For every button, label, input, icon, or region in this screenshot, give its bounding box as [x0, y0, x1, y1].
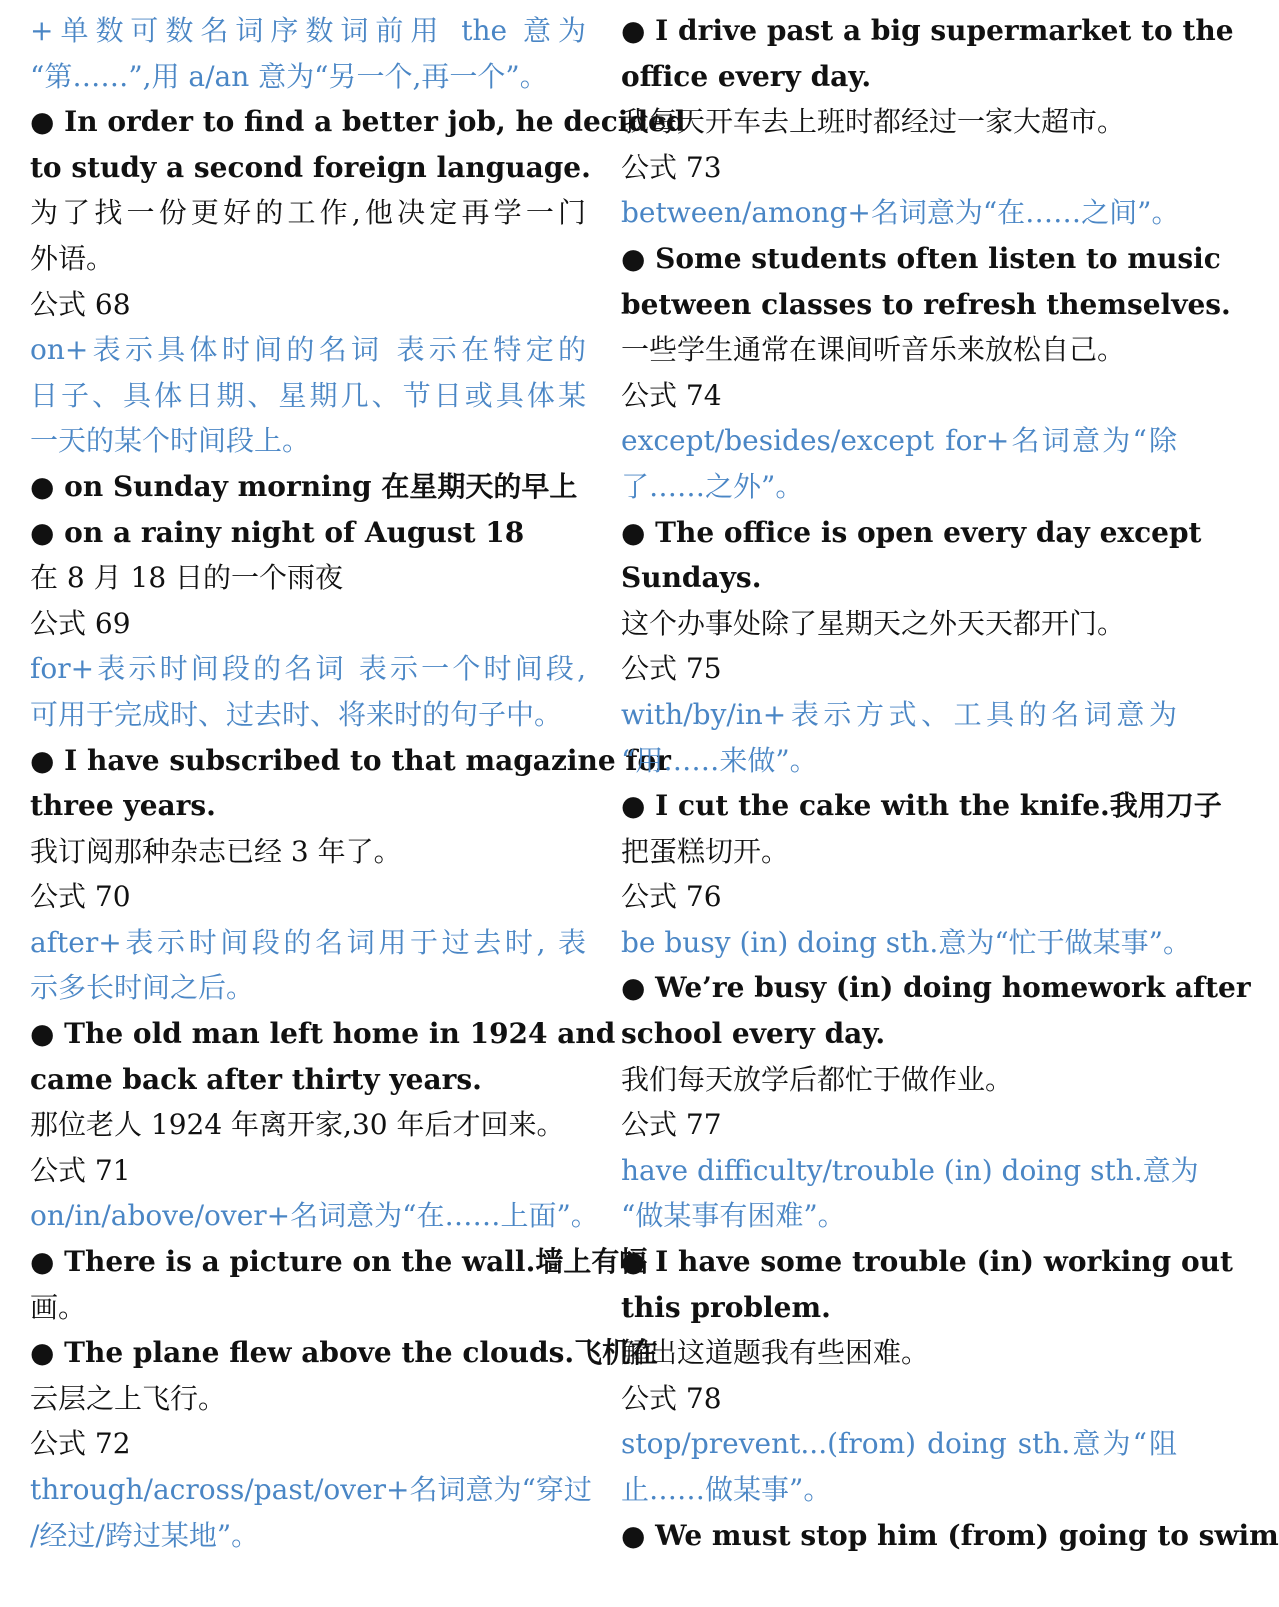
text-line: Sundays.: [621, 561, 762, 595]
text-line: after+表示时间段的名词用于过去时, 表: [30, 925, 586, 959]
text-line: 我每天开车去上班时都经过一家大超市。: [621, 105, 1126, 139]
text-line: “用……来做”。: [621, 743, 818, 777]
text-line: 云层之上飞行。: [30, 1381, 227, 1415]
text-line: ● In order to find a better job, he decided: [30, 105, 686, 139]
text-line: except/besides/except for+名词意为“除: [621, 424, 1177, 458]
right-column: [621, 8, 1279, 1607]
text-line: 解出这道题我有些困难。: [621, 1336, 930, 1370]
text-line: have difficulty/trouble (in) doing sth.意为: [621, 1153, 1199, 1187]
text-line: “第……”,用 a/an 意为“另一个,再一个”。: [30, 59, 548, 93]
text-line: through/across/past/over+名词意为“穿过: [30, 1473, 592, 1506]
text-line: ● There is a picture on the wall.墙上有幅: [30, 1245, 648, 1279]
text-line: 我们每天放学后都忙于做作业。: [621, 1062, 1014, 1096]
text-line: 把蛋糕切开。: [621, 834, 790, 868]
text-line: 一些学生通常在课间听音乐来放松自己。: [621, 333, 1126, 367]
text-line: 我订阅那种杂志已经 3 年了。: [30, 834, 402, 868]
text-line: 日子、具体日期、星期几、节日或具体某: [30, 378, 586, 412]
text-line: with/by/in+表示方式、工具的名词意为: [621, 697, 1177, 731]
text-line: school every day.: [621, 1017, 886, 1051]
text-line: 公式 70: [30, 880, 131, 914]
text-line: 公式 72: [30, 1427, 131, 1461]
text-line: on/in/above/over+名词意为“在……上面”。: [30, 1199, 599, 1233]
text-line: between/among+名词意为“在……之间”。: [621, 196, 1180, 230]
text-line: office every day.: [621, 59, 872, 93]
text-line: 为了找一份更好的工作,他决定再学一门: [30, 196, 586, 230]
text-line: ● on Sunday morning 在星期天的早上: [30, 469, 578, 503]
text-line: ● I have some trouble (in) working out: [621, 1245, 1233, 1279]
text-line: 一天的某个时间段上。: [30, 424, 311, 458]
text-line: 在 8 月 18 日的一个雨夜: [30, 561, 344, 595]
text-line: three years.: [30, 789, 216, 823]
text-line: 公式 73: [621, 150, 722, 184]
text-line: ● on a rainy night of August 18: [30, 515, 525, 549]
text-line: 公式 71: [30, 1153, 131, 1187]
text-line: 可用于完成时、过去时、将来时的句子中。: [30, 697, 563, 731]
text-line: ● We must stop him (from) going to swim: [621, 1518, 1279, 1552]
text-line: ● I have subscribed to that magazine for: [30, 743, 671, 777]
text-line: 止……做某事”。: [621, 1473, 832, 1506]
text-line: ● We’re busy (in) doing homework after: [621, 971, 1251, 1005]
text-line: ● The old man left home in 1924 and: [30, 1017, 616, 1051]
text-line: 公式 75: [621, 652, 722, 686]
text-line: this problem.: [621, 1290, 831, 1324]
text-line: 这个办事处除了星期天之外天天都开门。: [621, 606, 1126, 640]
text-line: 外语。: [30, 241, 115, 275]
text-line: 了……之外”。: [621, 469, 804, 503]
text-line: 公式 69: [30, 606, 131, 640]
text-line: ● I drive past a big supermarket to the: [621, 14, 1234, 47]
text-line: 示多长时间之后。: [30, 971, 255, 1005]
text-line: ● I cut the cake with the knife.我用刀子: [621, 789, 1222, 823]
text-line: “做某事有困难”。: [621, 1199, 846, 1233]
text-line: be busy (in) doing sth.意为“忙于做某事”。: [621, 925, 1191, 959]
text-line: ● The plane flew above the clouds.飞机在: [30, 1336, 659, 1370]
text-line: 公式 74: [621, 378, 722, 412]
text-line: 公式 68: [30, 287, 131, 321]
text-line: came back after thirty years.: [30, 1062, 482, 1096]
text-line: 公式 78: [621, 1381, 722, 1415]
text-line: 那位老人 1924 年离开家,30 年后才回来。: [30, 1108, 565, 1142]
text-line: for+表示时间段的名词 表示一个时间段,: [30, 652, 586, 686]
text-line: between classes to refresh themselves.: [621, 287, 1231, 321]
text-line: 公式 77: [621, 1108, 722, 1142]
text-line: ● Some students often listen to music: [621, 241, 1221, 275]
text-line: 画。: [30, 1290, 87, 1324]
text-line: +单数可数名词序数词前用 the 意为: [30, 14, 586, 47]
text-line: to study a second foreign language.: [30, 150, 591, 184]
text-line: stop/prevent...(from) doing sth.意为“阻: [621, 1427, 1177, 1461]
text-line: /经过/跨过某地”。: [30, 1518, 260, 1552]
text-line: on+表示具体时间的名词 表示在特定的: [30, 333, 586, 367]
text-line: ● The office is open every day except: [621, 515, 1202, 549]
text-line: 公式 76: [621, 880, 722, 914]
